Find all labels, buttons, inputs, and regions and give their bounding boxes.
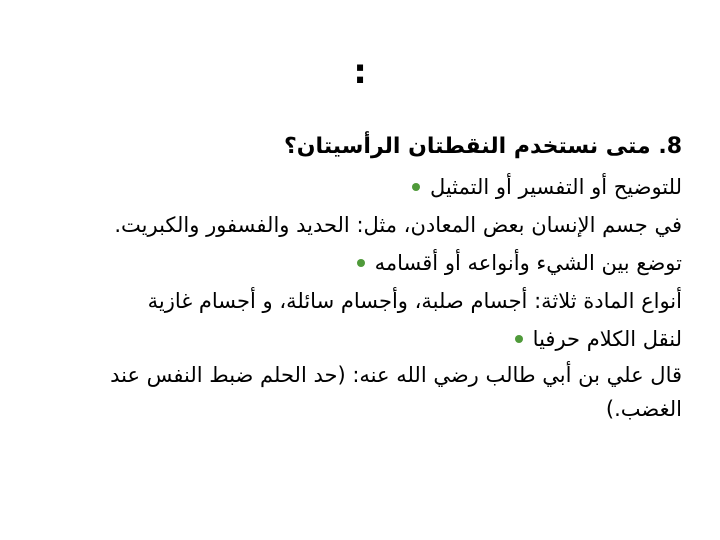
slide-title: : xyxy=(353,52,367,92)
bullet-text: توضع بين الشيء وأنواعه أو أقسامه xyxy=(374,251,682,275)
quote-line-2: الغضب.) xyxy=(605,397,682,421)
bullet-line-quote xyxy=(34,320,682,358)
bullet-line-clarify xyxy=(34,168,682,206)
bullet-text: للتوضيح أو التفسير أو التمثيل xyxy=(429,175,682,199)
example-line-minerals: في جسم الإنسان بعض المعادن، مثل: الحديد والفسفور والكبريت. xyxy=(114,213,682,237)
bullet-dot-icon xyxy=(357,259,365,267)
bullet-dot-icon xyxy=(412,183,420,191)
example-quote xyxy=(34,358,682,426)
example-line-matter: أنواع المادة ثلاثة: أجسام صلبة، وأجسام سائلة، و أجسام غازية xyxy=(147,289,682,313)
bullet-line-types xyxy=(34,244,682,282)
slide-content xyxy=(34,128,682,426)
question-heading: 8. متى نستخدم النقطتان الرأسيتان؟ xyxy=(284,134,682,159)
quote-line-1: قال علي بن أبي طالب رضي الله عنه: (حد الحلم ضبط النفس عند xyxy=(110,363,682,387)
bullet-text: لنقل الكلام حرفيا xyxy=(532,327,682,351)
bullet-dot-icon xyxy=(515,335,523,343)
